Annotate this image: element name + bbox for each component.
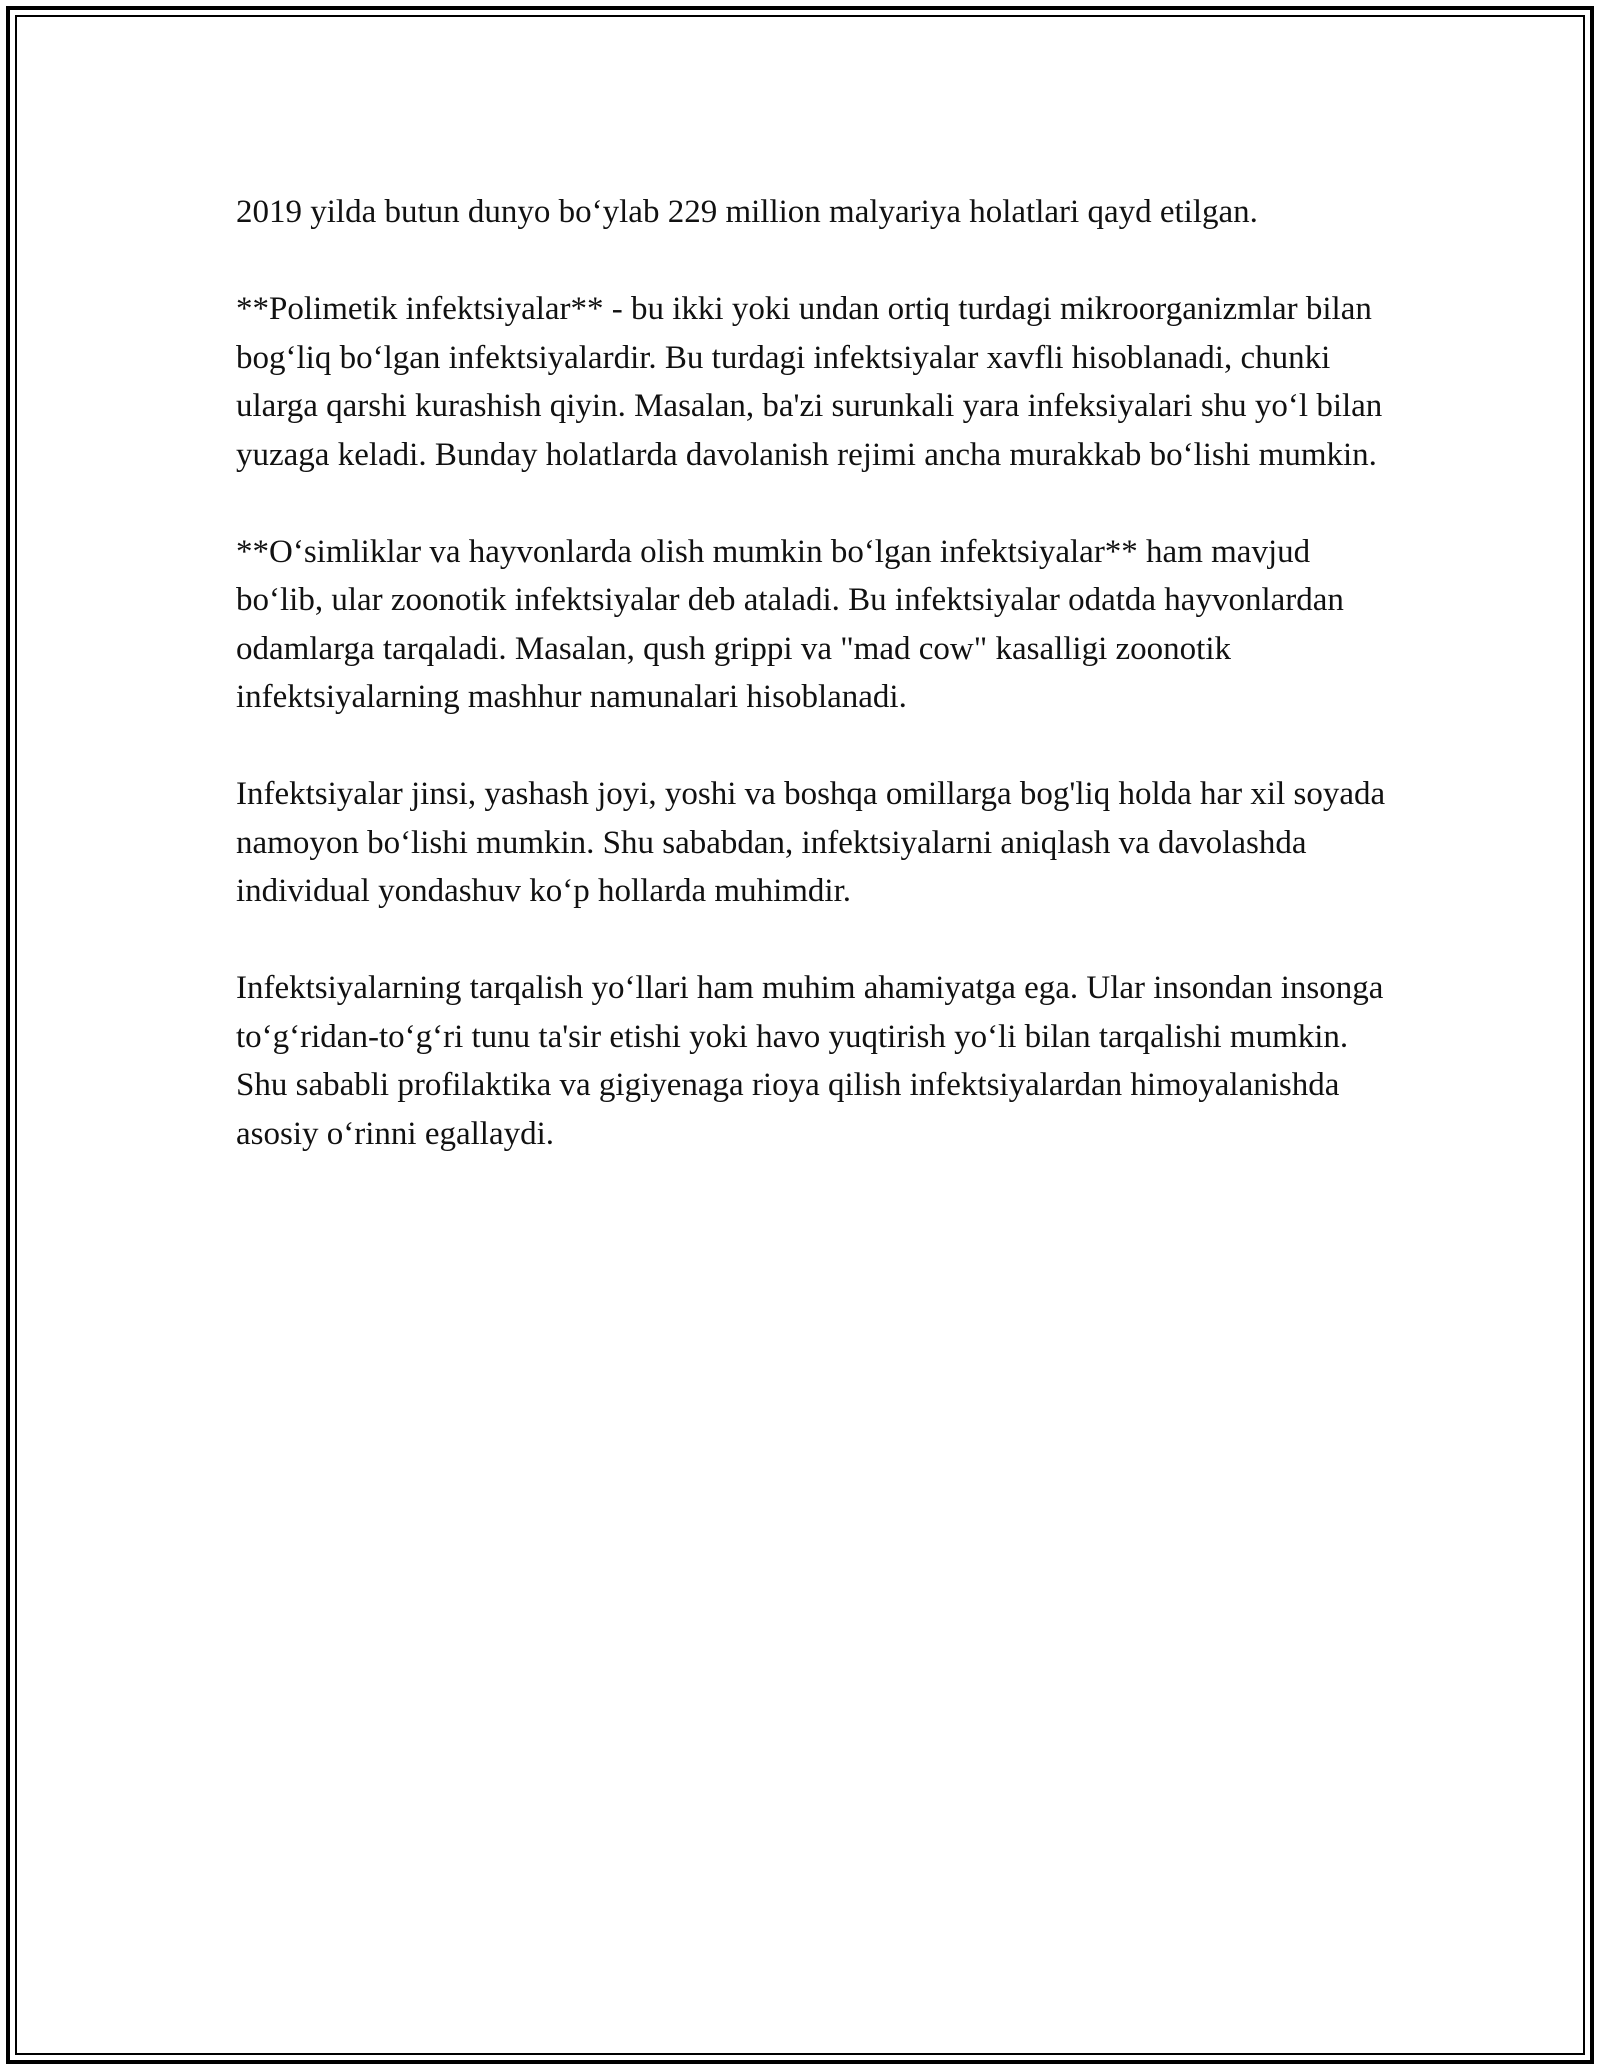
document-body bbox=[236, 188, 1386, 1207]
paragraph-zoonotic-infections: **O‘simliklar va hayvonlarda olish mumkin bo‘lgan infektsiyalar** ham mavjud bo‘lib, ular zoonotik infektsiyalar deb ataladi. Bu infektsiyalar odatda hayvonlardan odamlarga tarqaladi. Masalan, qush grippi va "mad cow" kasalligi zoonotik infektsiyalarning mashhur namunalari hisoblanadi. bbox=[236, 533, 1344, 715]
paragraph-polymicrobial-infections: **Polimetik infektsiyalar** - bu ikki yoki undan ortiq turdagi mikroorganizmlar bilan bog‘liq bo‘lgan infektsiyalardir. Bu turdagi infektsiyalar xavfli hisoblanadi, chunki ularga qarshi kurashish qiyin. Masalan, ba'zi surunkali yara infeksiyalari shu yo‘l bilan yuzaga keladi. Bunday holatlarda davolanish rejimi ancha murakkab bo‘lishi mumkin. bbox=[236, 291, 1383, 473]
paragraph-transmission-routes: Infektsiyalarning tarqalish yo‘llari ham muhim ahamiyatga ega. Ular insondan insonga to‘g‘ridan-to‘g‘ri tunu ta'sir etishi yoki havo yuqtirish yo‘li bilan tarqalishi mumkin. Shu sababli profilaktika va gigiyenaga rioya qilish infektsiyalardan himoyalanishda asosiy o‘rinni egallaydi. bbox=[236, 970, 1384, 1152]
paragraph-malaria-statistics: 2019 yilda butun dunyo bo‘ylab 229 million malyariya holatlari qayd etilgan. bbox=[236, 194, 1258, 230]
paragraph-individual-approach: Infektsiyalar jinsi, yashash joyi, yoshi va boshqa omillarga bog'liq holda har xil soyada namoyon bo‘lishi mumkin. Shu sababdan, infektsiyalarni aniqlash va davolashda individual yondashuv ko‘p hollarda muhimdir. bbox=[236, 776, 1386, 909]
